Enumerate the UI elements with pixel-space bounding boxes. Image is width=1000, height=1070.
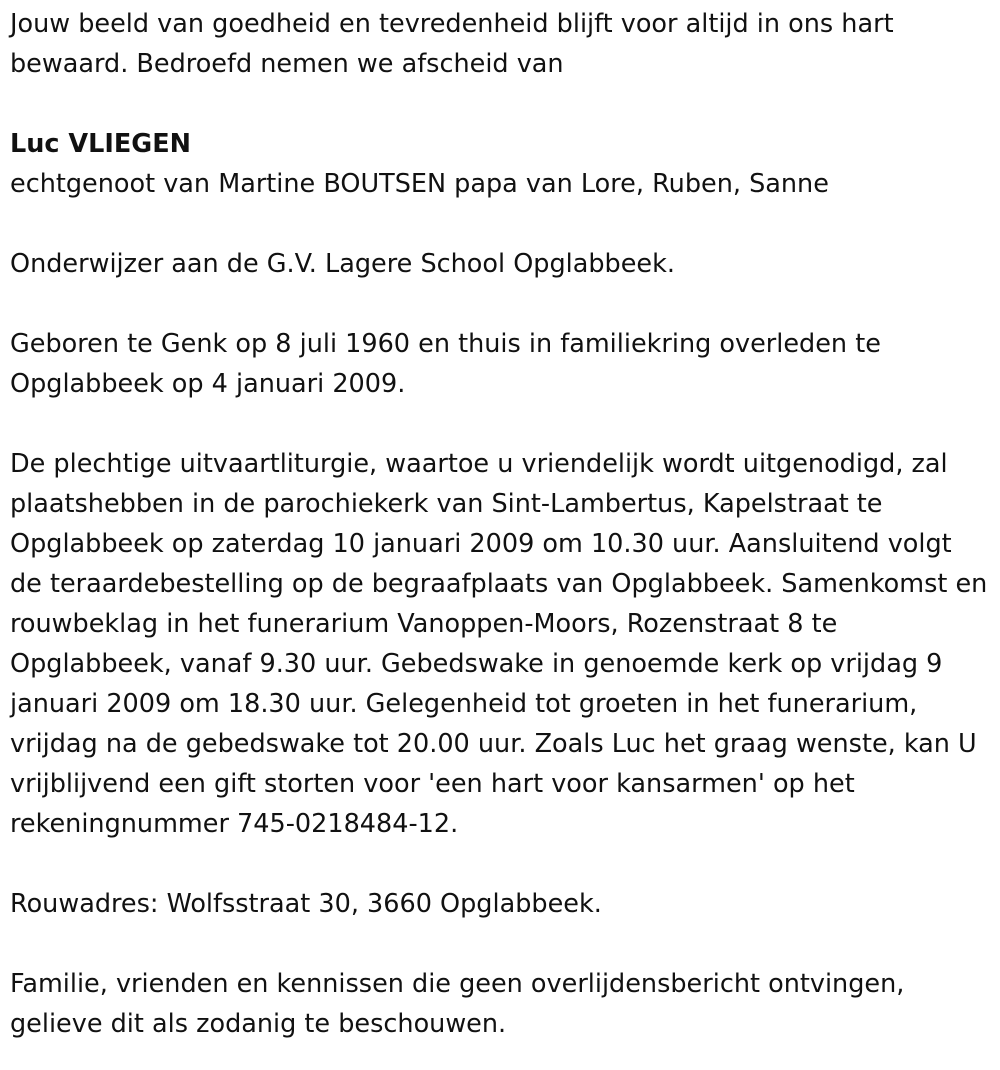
occupation-line: Onderwijzer aan de G.V. Lagere School Opglabbeek. <box>10 249 675 279</box>
mourning-address: Rouwadres: Wolfsstraat 30, 3660 Opglabbeek. <box>10 889 602 919</box>
relations-line: echtgenoot van Martine BOUTSEN papa van Lore, Ruben, Sanne <box>10 169 829 199</box>
deceased-name: Luc VLIEGEN <box>10 129 191 159</box>
birth-death-paragraph: Geboren te Genk op 8 juli 1960 en thuis in familiekring overleden te Opglabbeek op 4 januari 2009. <box>10 329 881 399</box>
funeral-details-paragraph: De plechtige uitvaartliturgie, waartoe u vriendelijk wordt uitgenodigd, zal plaatshebben in de parochiekerk van Sint-Lambertus, Kapelstraat te Opglabbeek op zaterdag 10 januari 2009 om 10.30 uur. Aansluitend volgt de teraardebestelling op de begraafplaats van Opglabbeek. Samenkomst en rouwbeklag in het funerarium Vanoppen-Moors, Rozenstraat 8 te Opglabbeek, vanaf 9.30 uur. Gebedswake in genoemde kerk op vrijdag 9 januari 2009 om 18.30 uur. Gelegenheid tot groeten in het funerarium, vrijdag na de gebedswake tot 20.00 uur. Zoals Luc het graag wenste, kan U vrijblijvend een gift storten voor 'een hart voor kansarmen' op het rekeningnummer 745-0218484-12. <box>10 449 988 839</box>
closing-paragraph: Familie, vrienden en kennissen die geen overlijdensbericht ontvingen, gelieve dit als zodanig te beschouwen. <box>10 969 905 1039</box>
intro-paragraph: Jouw beeld van goedheid en tevredenheid blijft voor altijd in ons hart bewaard. Bedroefd nemen we afscheid van <box>10 9 894 79</box>
